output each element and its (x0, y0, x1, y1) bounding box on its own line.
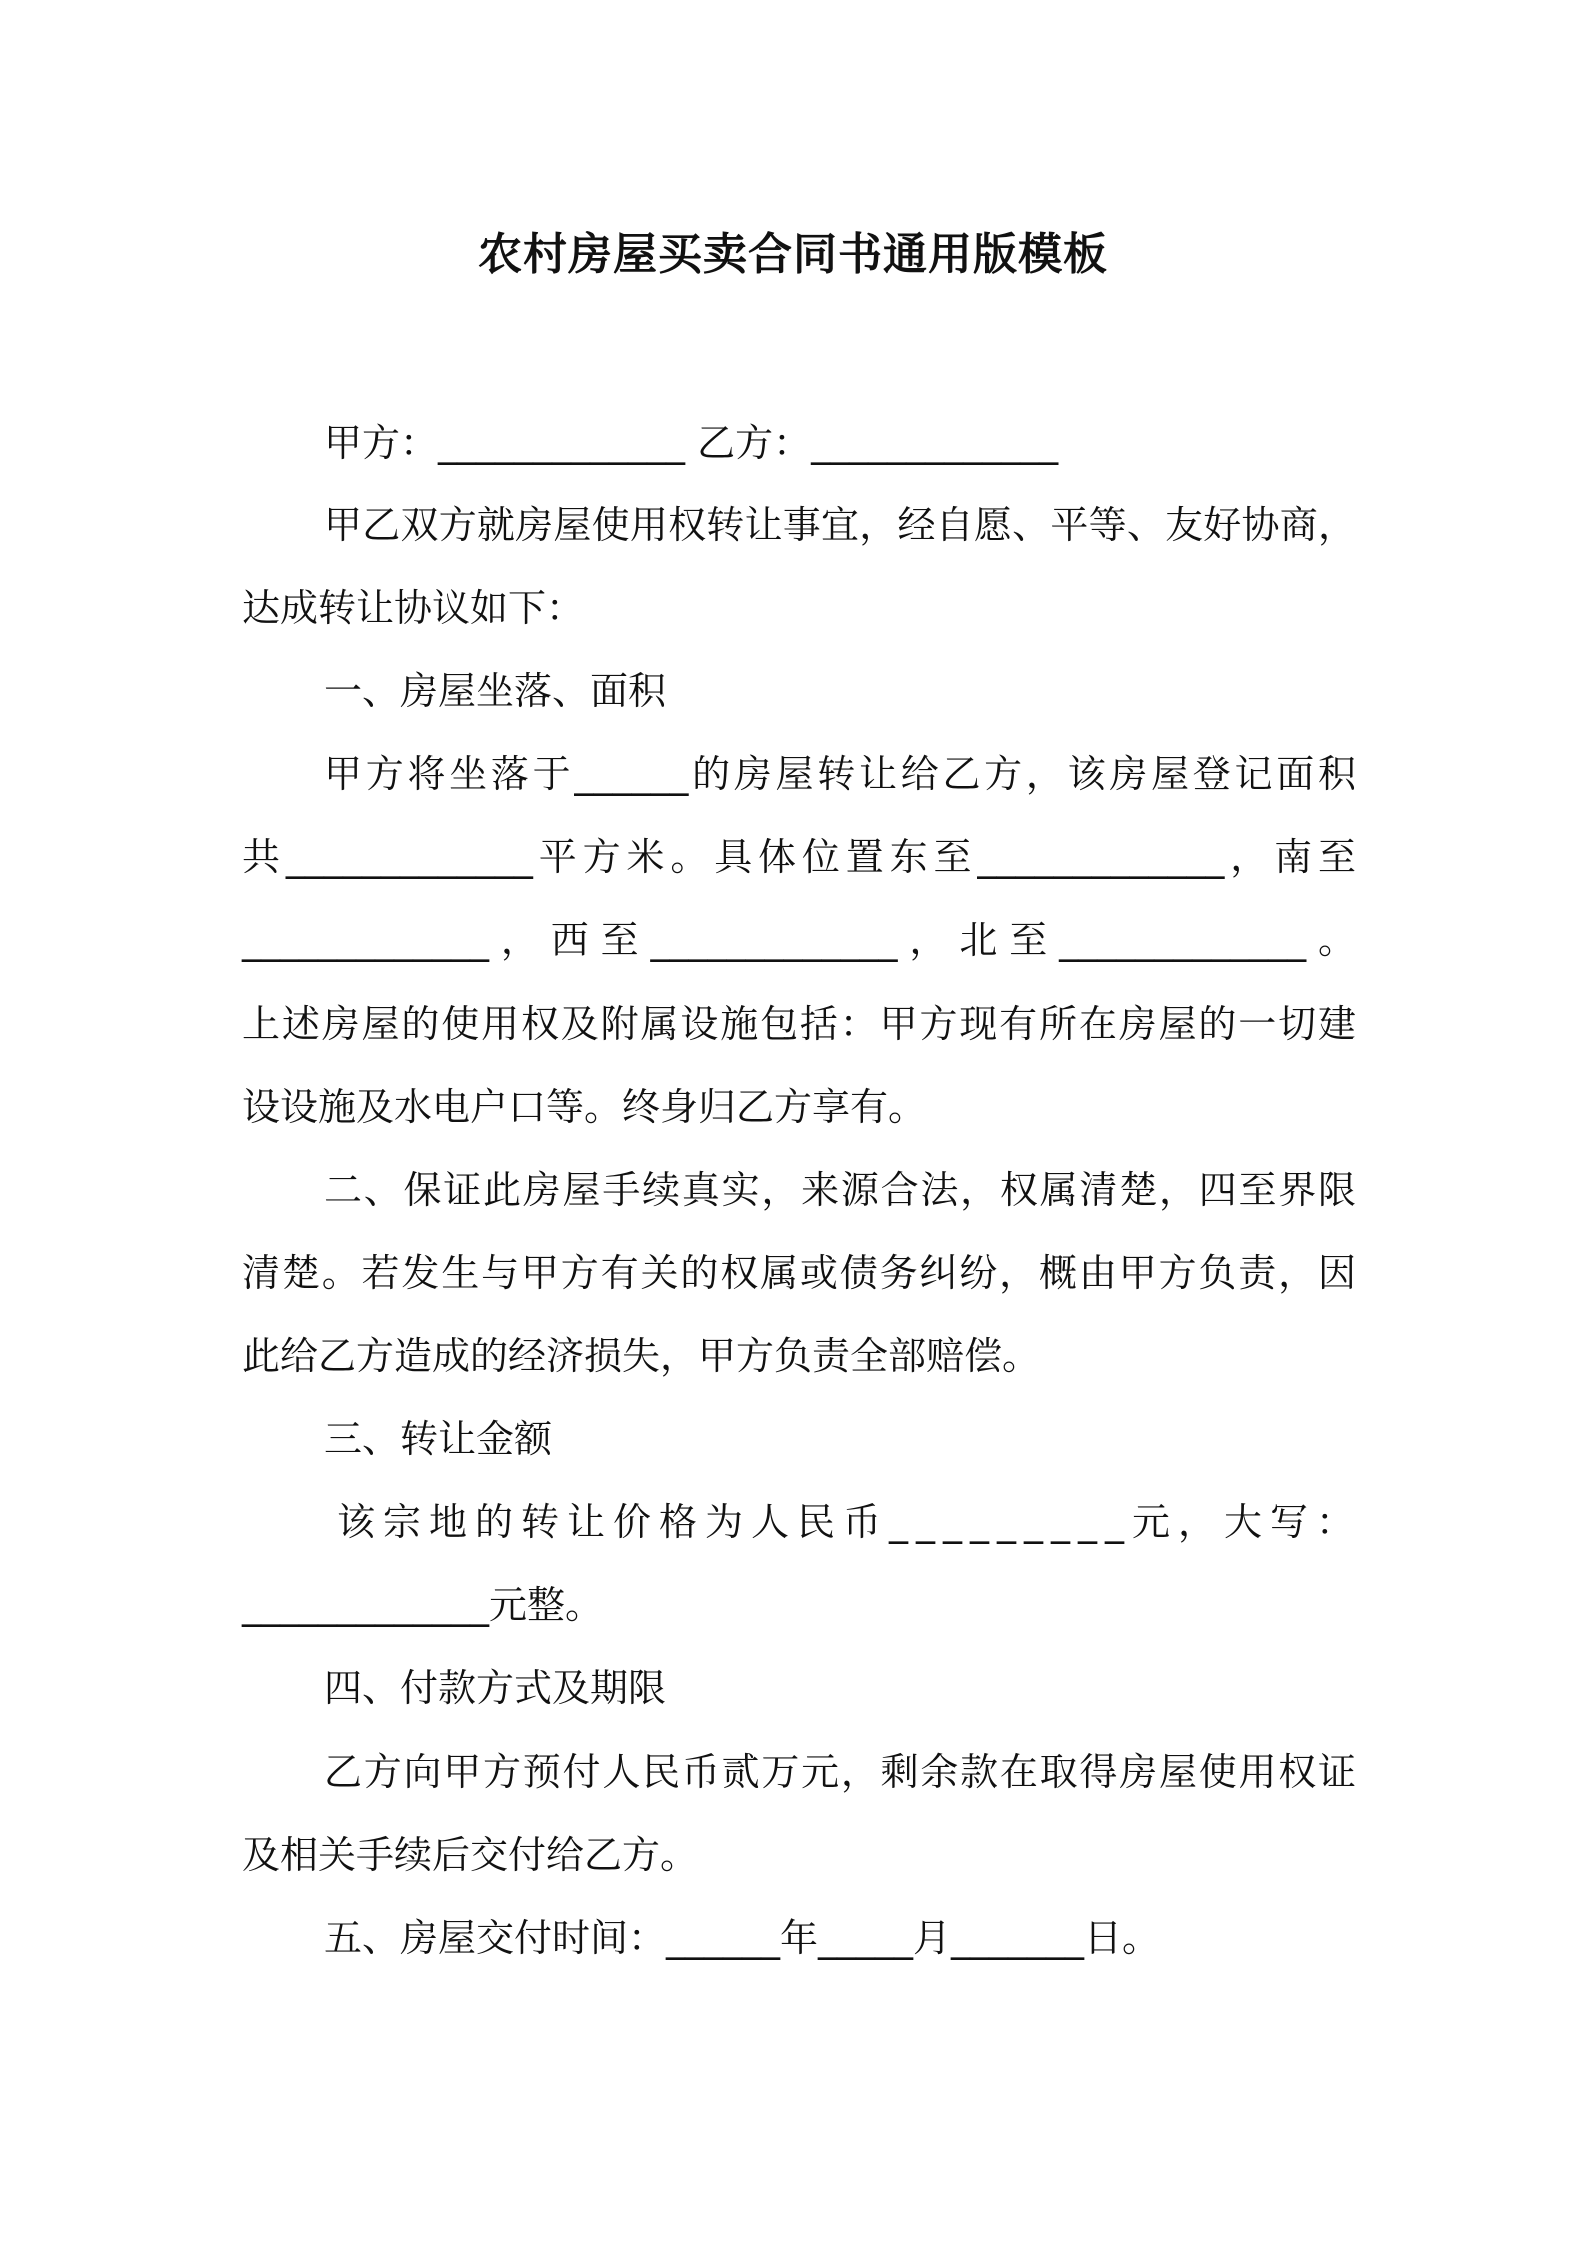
section-1-line-2: 共_____________平方米。具体位置东至_____________，南至 (242, 835, 1356, 879)
preamble-line-1: 甲乙双方就房屋使用权转让事宜，经自愿、平等、友好协商， (324, 503, 1356, 547)
section-1-line-4: 上述房屋的使用权及附属设施包括：甲方现有所在房屋的一切建 (242, 1002, 1356, 1046)
parties-line: 甲方：_____________ 乙方：_____________ (324, 421, 1059, 465)
section-3-line-2: _____________元整。 (242, 1583, 604, 1627)
section-2-line-1: 二、保证此房屋手续真实，来源合法，权属清楚，四至界限 (324, 1168, 1356, 1212)
section-4-heading: 四、付款方式及期限 (324, 1666, 667, 1710)
section-1-line-3: _____________，西至_____________，北至_____________。 (242, 918, 1356, 962)
section-2-line-3: 此给乙方造成的经济损失，甲方负责全部赔偿。 (242, 1334, 1041, 1378)
section-1-heading: 一、房屋坐落、面积 (324, 669, 667, 713)
document-title: 农村房屋买卖合同书通用版模板 (478, 229, 1108, 280)
section-3-heading: 三、转让金额 (324, 1417, 553, 1461)
section-4-line-1: 乙方向甲方预付人民币贰万元，剩余款在取得房屋使用权证 (324, 1750, 1356, 1794)
preamble-line-2: 达成转让协议如下： (242, 586, 585, 630)
section-1-line-5: 设设施及水电户口等。终身归乙方享有。 (242, 1085, 927, 1129)
section-5-heading: 五、房屋交付时间：______年_____月_______日。 (324, 1916, 1161, 1960)
section-3-line-1: 该宗地的转让价格为人民币_________元，大写： (337, 1500, 1363, 1544)
section-1-line-1: 甲方将坐落于______的房屋转让给乙方，该房屋登记面积 (324, 752, 1356, 796)
section-4-line-2: 及相关手续后交付给乙方。 (242, 1833, 699, 1877)
section-2-line-2: 清楚。若发生与甲方有关的权属或债务纠纷，概由甲方负责，因 (242, 1251, 1356, 1295)
